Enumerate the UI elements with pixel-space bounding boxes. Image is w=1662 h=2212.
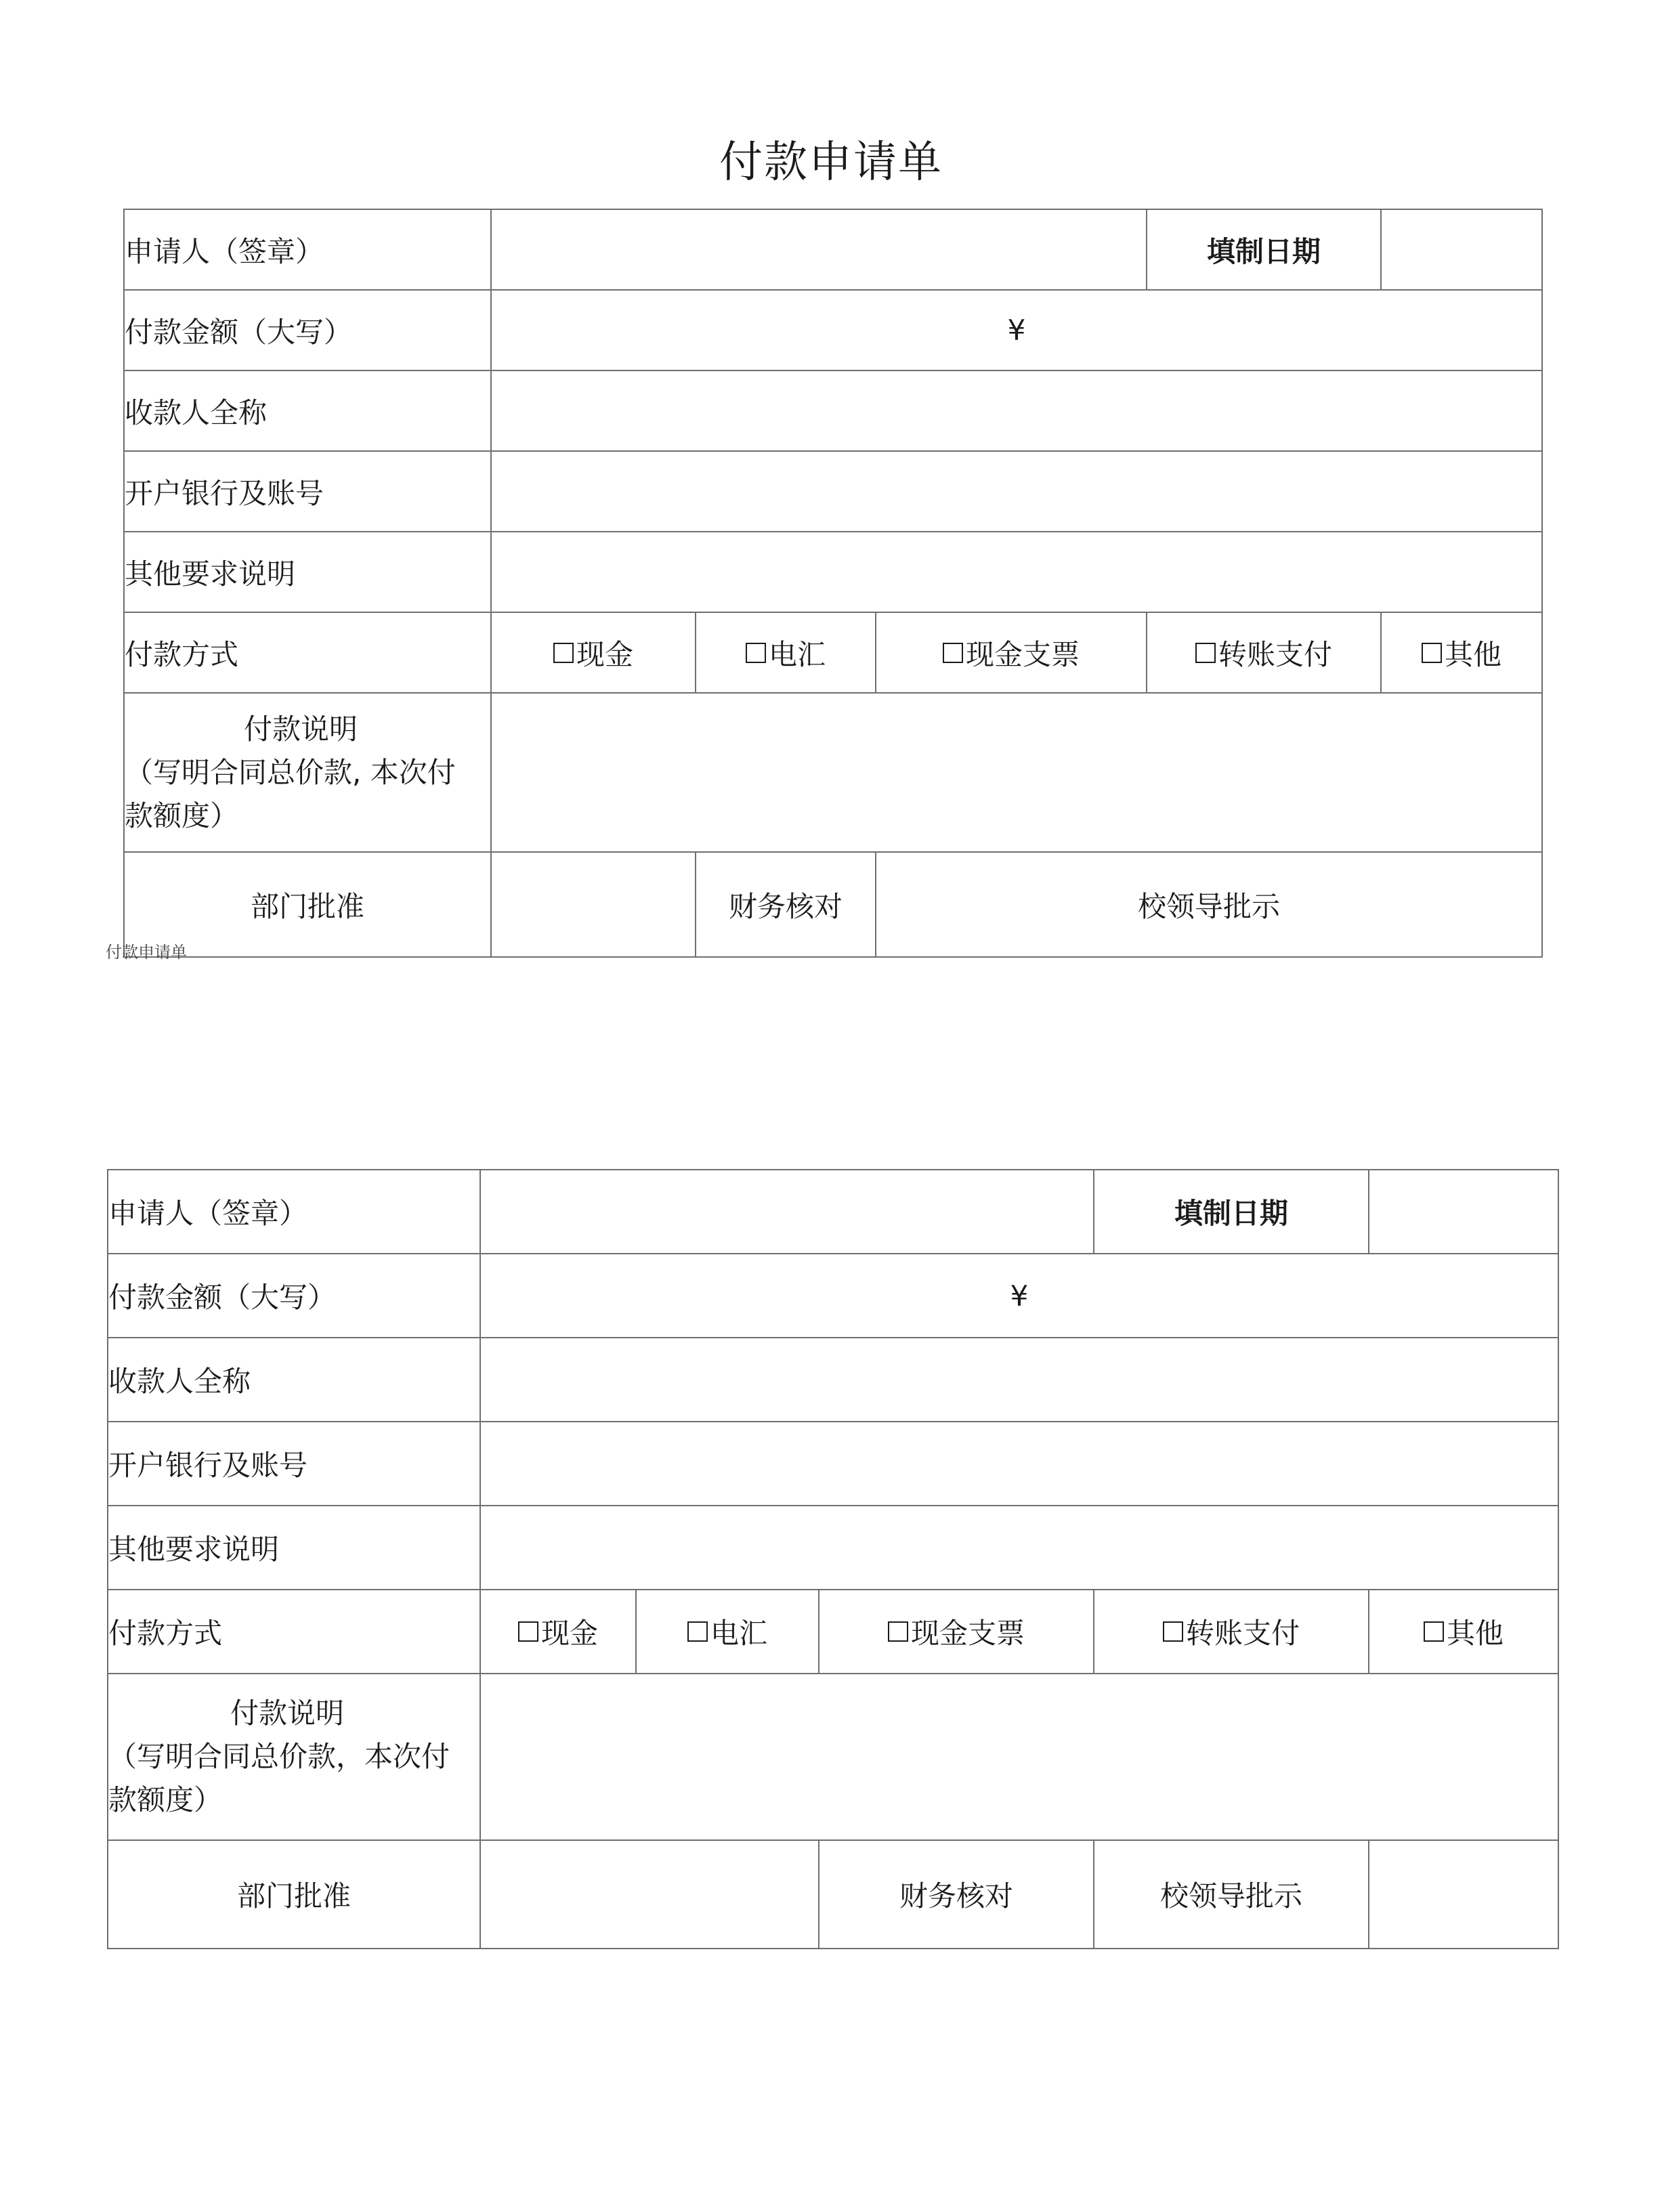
dept-approval-field[interactable] <box>491 852 696 957</box>
bank-label: 开户银行及账号 <box>124 451 491 532</box>
payee-label: 收款人全称 <box>124 370 491 451</box>
amount-field[interactable] <box>480 1254 1558 1338</box>
page-title: 付款申请单 <box>719 137 943 188</box>
currency-symbol: ¥ <box>1010 1279 1029 1313</box>
other-req-label: 其他要求说明 <box>124 532 491 612</box>
bank-field[interactable] <box>491 451 1542 532</box>
checkbox-icon[interactable] <box>1195 643 1216 663</box>
method-option-cash[interactable]: 现金 <box>491 612 696 693</box>
date-field[interactable] <box>1369 1170 1558 1254</box>
amount-label: 付款金额（大写） <box>124 290 491 370</box>
currency-symbol: ¥ <box>1007 314 1026 347</box>
applicant-label: 申请人（签章） <box>124 209 491 290</box>
method-option-wire[interactable]: 电汇 <box>696 612 876 693</box>
checkbox-icon[interactable] <box>518 1621 538 1642</box>
payee-field[interactable] <box>491 370 1542 451</box>
other-req-field[interactable] <box>491 532 1542 612</box>
applicant-field[interactable] <box>480 1170 1094 1254</box>
footer-label: 付款申请单 <box>106 943 187 962</box>
method-label: 付款方式 <box>108 1590 480 1674</box>
other-req-label: 其他要求说明 <box>108 1506 480 1590</box>
method-option-cash-check[interactable]: 现金支票 <box>876 612 1147 693</box>
dept-approval-label: 部门批准 <box>108 1840 480 1949</box>
checkbox-icon[interactable] <box>1424 1621 1444 1642</box>
dept-approval-label: 部门批准 <box>124 852 491 957</box>
payee-label: 收款人全称 <box>108 1338 480 1422</box>
checkbox-icon[interactable] <box>1422 643 1442 663</box>
checkbox-icon[interactable] <box>687 1621 708 1642</box>
other-req-field[interactable] <box>480 1506 1558 1590</box>
date-label: 填制日期 <box>1147 209 1381 290</box>
finance-label: 财务核对 <box>696 852 876 957</box>
checkbox-icon[interactable] <box>888 1621 908 1642</box>
description-label: 付款说明 （写明合同总价款, 本次付 款额度） <box>124 693 491 852</box>
method-option-other[interactable]: 其他 <box>1369 1590 1558 1674</box>
payment-form-2 <box>107 1169 1559 1949</box>
amount-field[interactable] <box>491 290 1542 370</box>
checkbox-icon[interactable] <box>943 643 963 663</box>
checkbox-icon[interactable] <box>553 643 574 663</box>
method-option-transfer[interactable]: 转账支付 <box>1094 1590 1369 1674</box>
leader-label: 校领导批示 <box>1094 1840 1369 1949</box>
description-field[interactable] <box>491 693 1542 852</box>
dept-approval-field[interactable] <box>480 1840 819 1949</box>
method-option-wire[interactable]: 电汇 <box>636 1590 819 1674</box>
bank-label: 开户银行及账号 <box>108 1422 480 1506</box>
method-option-transfer[interactable]: 转账支付 <box>1147 612 1381 693</box>
leader-label: 校领导批示 <box>876 852 1542 957</box>
applicant-label: 申请人（签章） <box>108 1170 480 1254</box>
method-option-other[interactable]: 其他 <box>1381 612 1542 693</box>
applicant-field[interactable] <box>491 209 1147 290</box>
checkbox-icon[interactable] <box>1163 1621 1183 1642</box>
method-option-cash-check[interactable]: 现金支票 <box>819 1590 1094 1674</box>
method-label: 付款方式 <box>124 612 491 693</box>
bank-field[interactable] <box>480 1422 1558 1506</box>
description-field[interactable] <box>480 1674 1558 1840</box>
amount-label: 付款金额（大写） <box>108 1254 480 1338</box>
method-option-cash[interactable]: 现金 <box>480 1590 636 1674</box>
checkbox-icon[interactable] <box>746 643 766 663</box>
payee-field[interactable] <box>480 1338 1558 1422</box>
finance-label: 财务核对 <box>819 1840 1094 1949</box>
date-field[interactable] <box>1381 209 1542 290</box>
date-label: 填制日期 <box>1094 1170 1369 1254</box>
leader-field[interactable] <box>1369 1840 1558 1949</box>
description-label: 付款说明 （写明合同总价款，本次付 款额度） <box>108 1674 480 1840</box>
payment-form-1 <box>123 209 1543 958</box>
